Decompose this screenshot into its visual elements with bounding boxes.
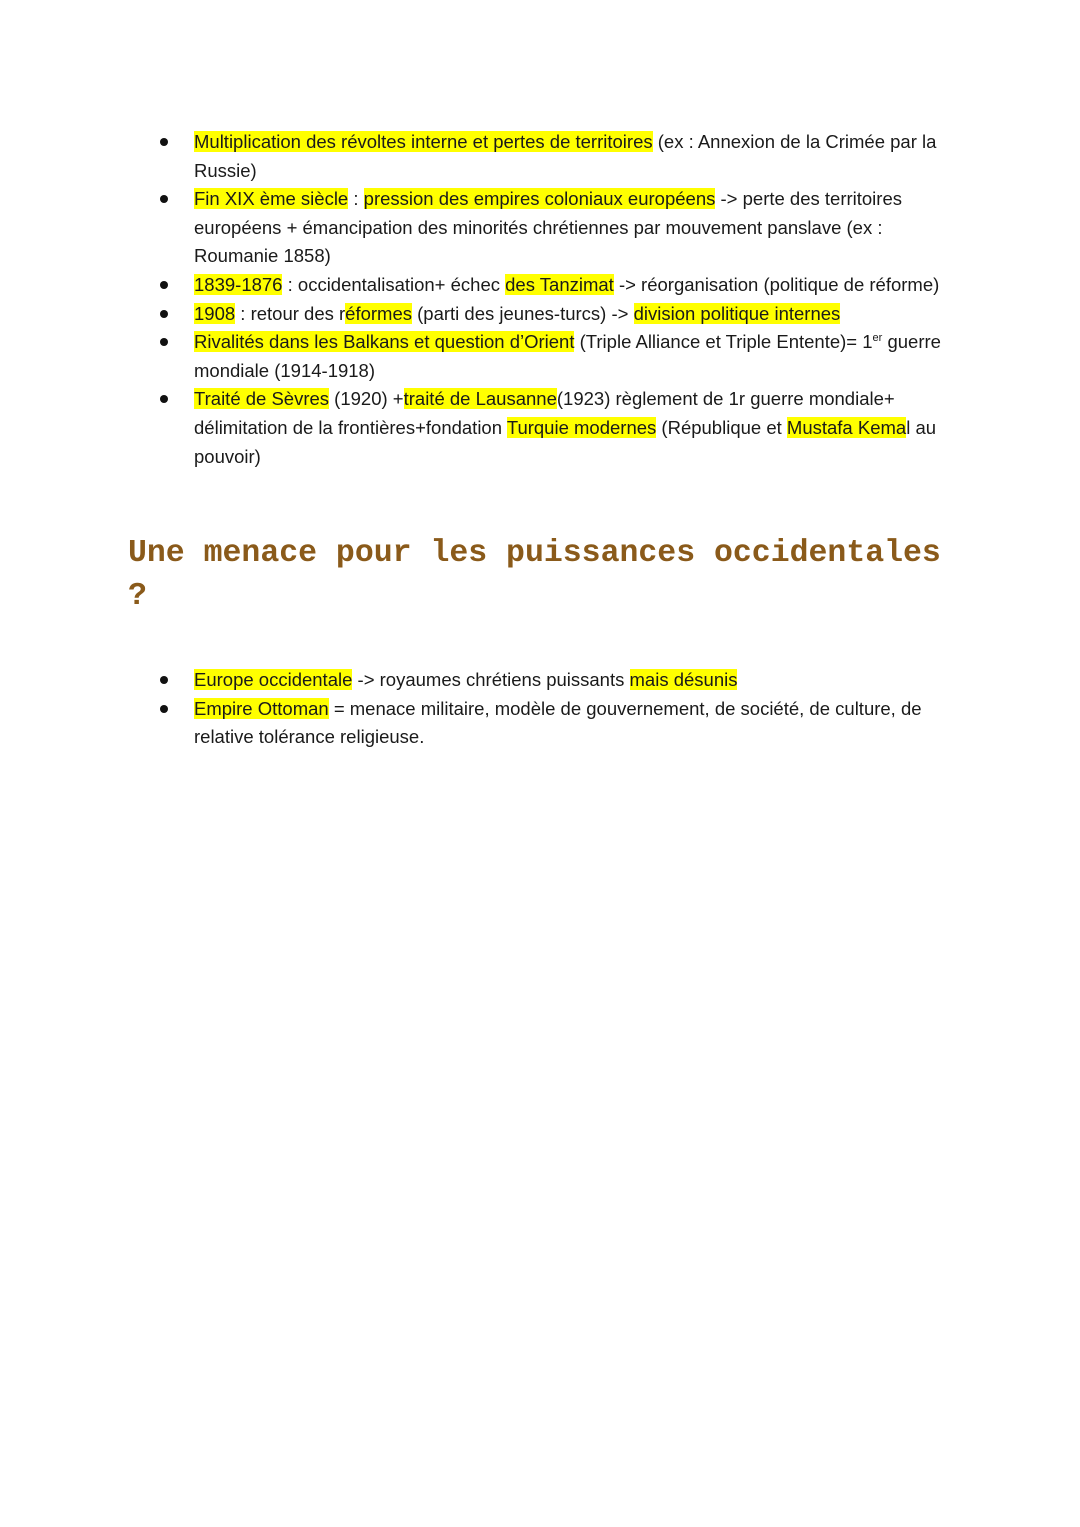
text-run: = menace militaire, modèle de gouvernement, de société, de culture, de relative tolérance religieuse. xyxy=(194,697,922,748)
highlighted-text: Empire Ottoman xyxy=(194,697,329,719)
list-item xyxy=(160,666,960,695)
text-run: (1923) règlement de 1r guerre mondiale+ délimitation de la frontières+fondation xyxy=(194,388,895,438)
list-item xyxy=(160,128,960,185)
text-run: : xyxy=(348,188,364,210)
list-item xyxy=(160,695,960,752)
list-item xyxy=(160,300,960,329)
text-run: : retour des r xyxy=(235,302,346,324)
text-run: guerre mondiale (1914-1918) xyxy=(194,331,941,381)
superscript-text: er xyxy=(872,332,883,344)
highlighted-text: éformes xyxy=(345,302,412,324)
text-run: (Triple Alliance et Triple Entente)= 1 xyxy=(574,331,873,353)
text-run: (1920) + xyxy=(329,388,404,410)
list-item xyxy=(160,328,960,385)
text-run: : occidentalisation+ échec xyxy=(282,273,506,295)
highlighted-text: Fin XIX ème siècle xyxy=(194,188,349,210)
highlighted-text: division politique internes xyxy=(633,302,841,324)
highlighted-text: Multiplication des révoltes interne et pertes de territoires xyxy=(194,131,653,152)
text-run: -> perte des territoires européens + émancipation des minorités chrétiennes par mouvement panslave (ex : Roumanie 1858) xyxy=(194,188,902,267)
highlighted-text: Mustafa Kema xyxy=(786,416,907,438)
list-item xyxy=(160,385,960,471)
bullet-list-western-threat xyxy=(160,666,960,752)
text-run: l au pouvoir) xyxy=(194,416,937,467)
highlighted-text: Traité de Sèvres xyxy=(194,388,330,410)
text-run: (République et xyxy=(656,416,787,438)
highlighted-text: Europe occidentale xyxy=(194,669,353,690)
text-run: -> royaumes chrétiens puissants xyxy=(352,669,630,690)
highlighted-text: 1908 xyxy=(194,302,236,324)
section-heading: Une menace pour les puissances occidentales ? xyxy=(128,536,941,614)
list-item xyxy=(160,185,960,271)
highlighted-text: Rivalités dans les Balkans et question d’Orient xyxy=(194,331,575,353)
text-run: (parti des jeunes-turcs) -> xyxy=(412,302,634,324)
text-run: (ex : Annexion de la Crimée par la Russie) xyxy=(194,131,937,181)
highlighted-text: Turquie modernes xyxy=(506,416,657,438)
highlighted-text: des Tanzimat xyxy=(505,273,614,295)
highlighted-text: traité de Lausanne xyxy=(403,388,557,410)
highlighted-text: pression des empires coloniaux européens xyxy=(363,188,716,210)
list-item xyxy=(160,271,960,300)
bullet-list-ottoman-decline xyxy=(160,128,960,471)
highlighted-text: 1839-1876 xyxy=(194,273,283,295)
highlighted-text: mais désunis xyxy=(629,669,738,690)
text-run: -> réorganisation (politique de réforme) xyxy=(613,273,940,295)
